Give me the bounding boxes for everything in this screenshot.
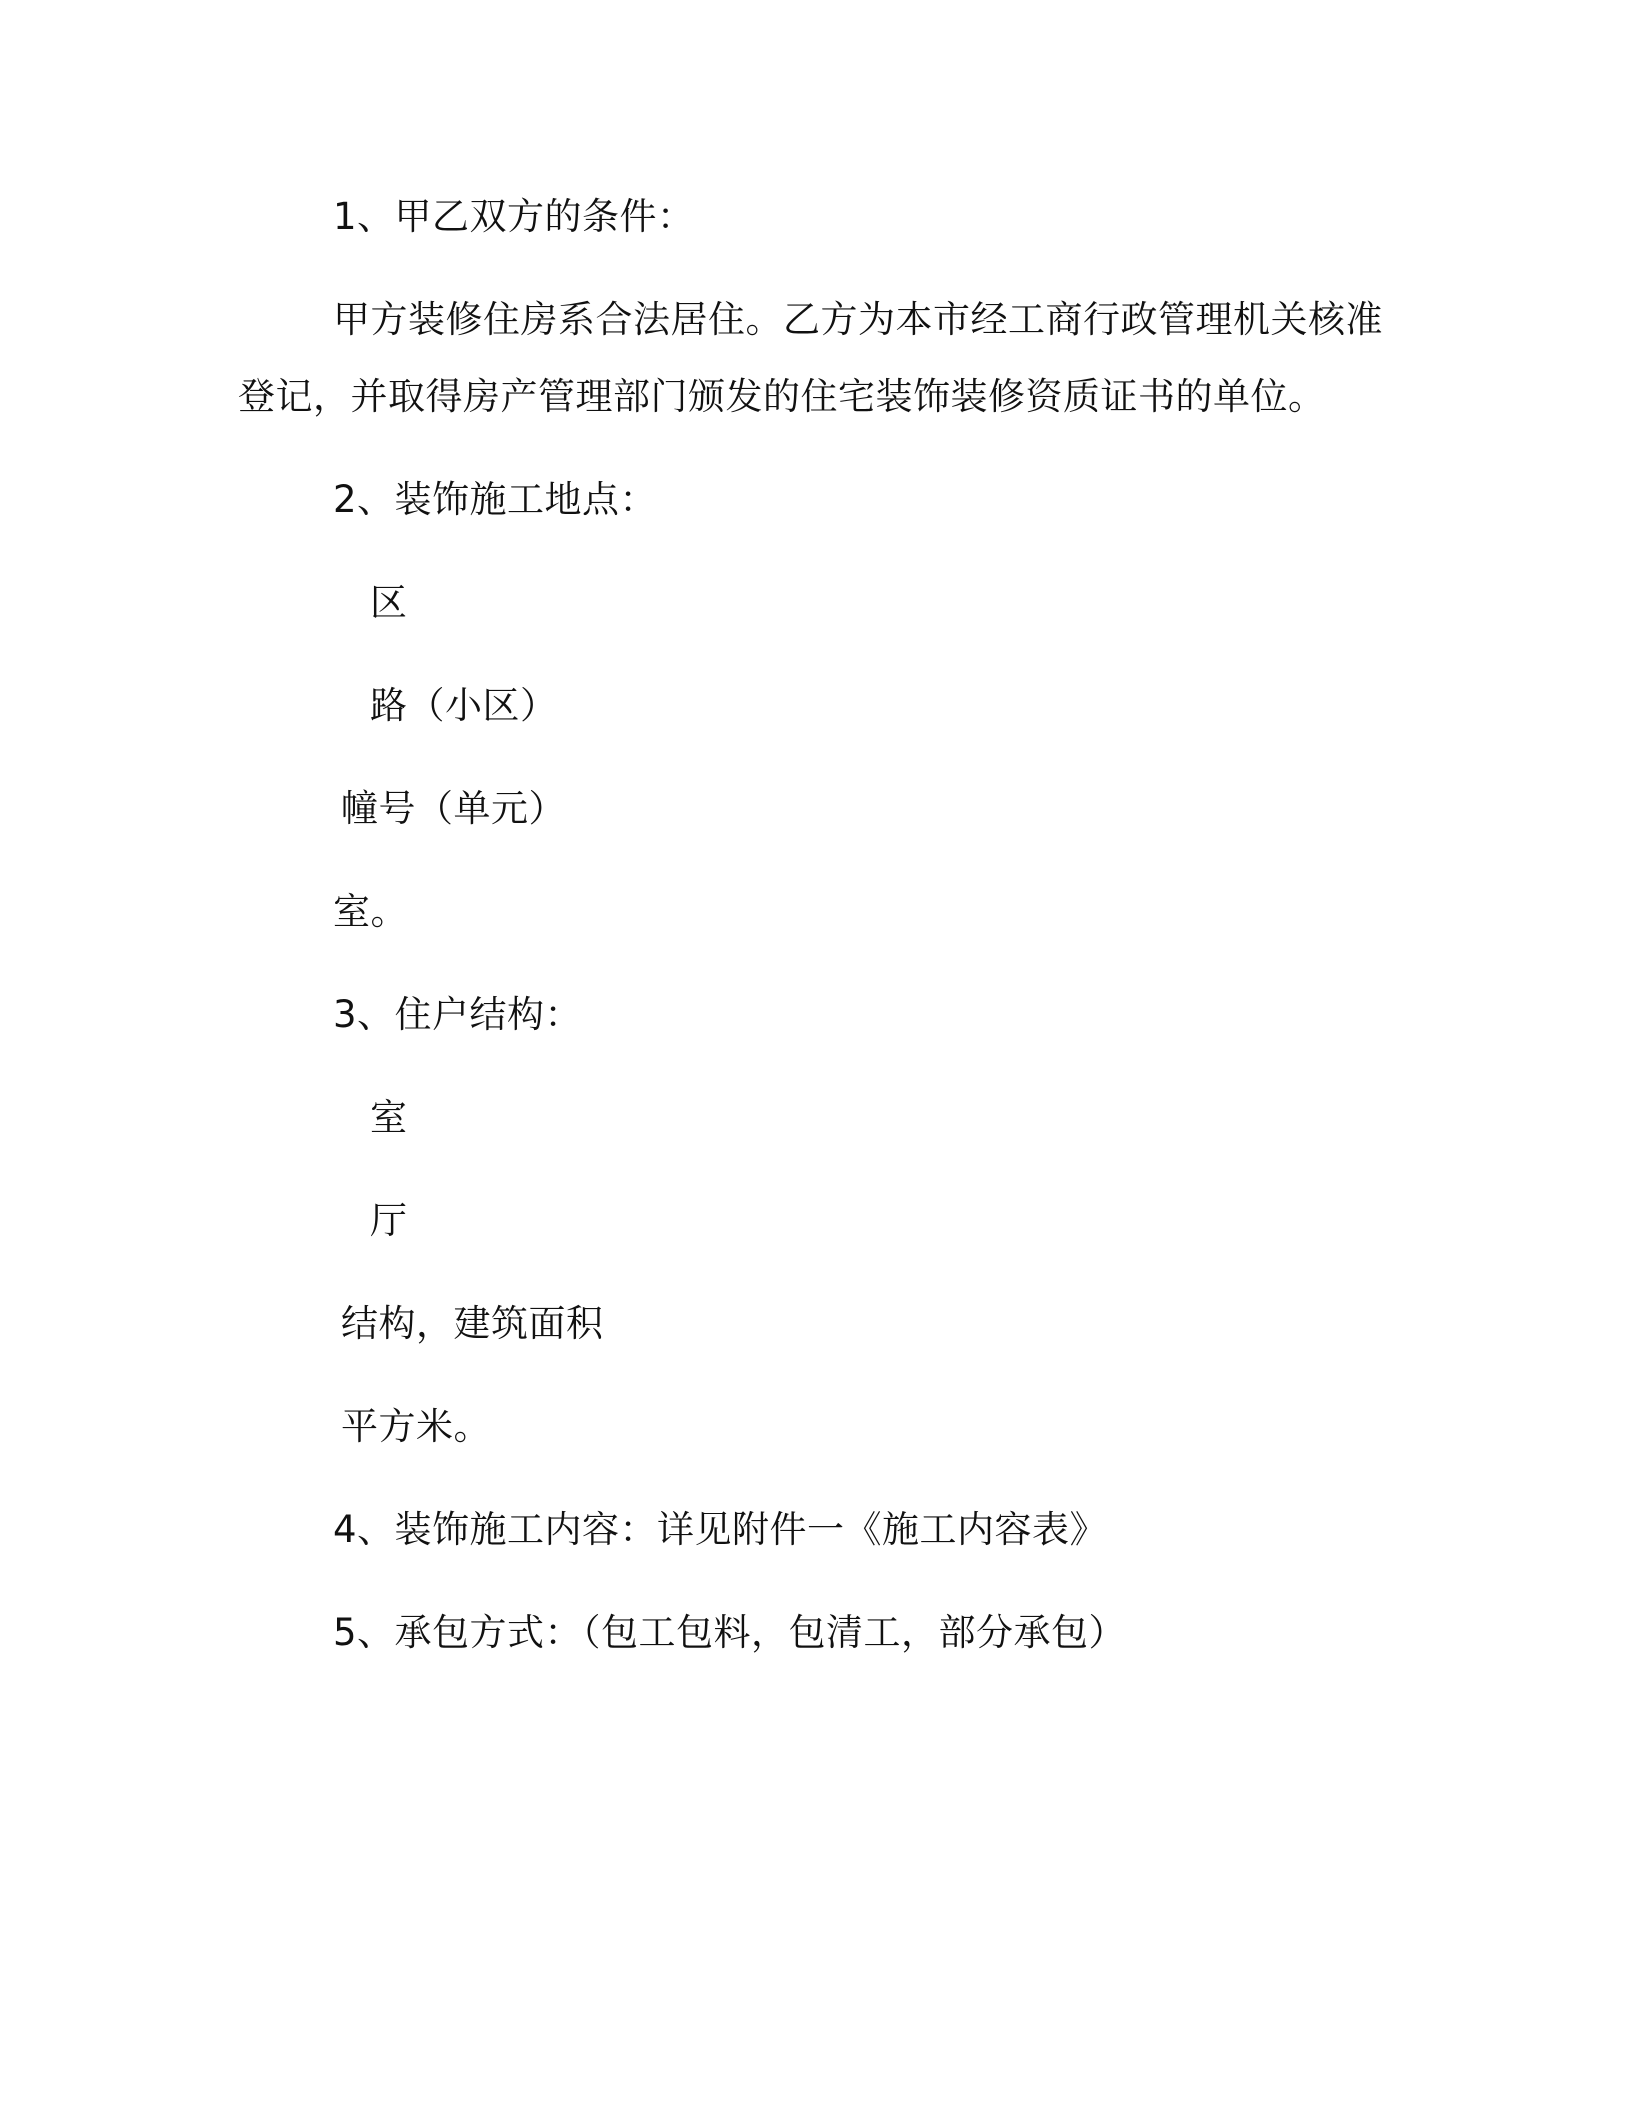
address-building: 幢号（单元） xyxy=(341,787,566,830)
structure-rooms: 室 xyxy=(370,1096,408,1139)
address-room: 室。 xyxy=(333,890,408,933)
section-4-heading: 4、装饰施工内容：详见附件一《施工内容表》 xyxy=(333,1508,1108,1551)
section-3-heading: 3、住户结构： xyxy=(333,993,583,1036)
structure-type-area: 结构，建筑面积 xyxy=(341,1302,604,1345)
section-1-body-line-2: 登记，并取得房产管理部门颁发的住宅装饰装修资质证书的单位。 xyxy=(238,375,1326,418)
section-1-body-line-1: 甲方装修住房系合法居住。乙方为本市经工商行政管理机关核准 xyxy=(333,298,1383,341)
address-road: 路（小区） xyxy=(370,684,558,727)
address-district: 区 xyxy=(370,581,408,624)
structure-halls: 厅 xyxy=(370,1199,408,1242)
section-5-heading: 5、承包方式：（包工包料，包清工，部分承包） xyxy=(333,1611,1127,1654)
section-2-heading: 2、装饰施工地点： xyxy=(333,478,658,521)
structure-area-unit: 平方米。 xyxy=(341,1405,491,1448)
section-1-heading: 1、甲乙双方的条件： xyxy=(333,195,695,238)
